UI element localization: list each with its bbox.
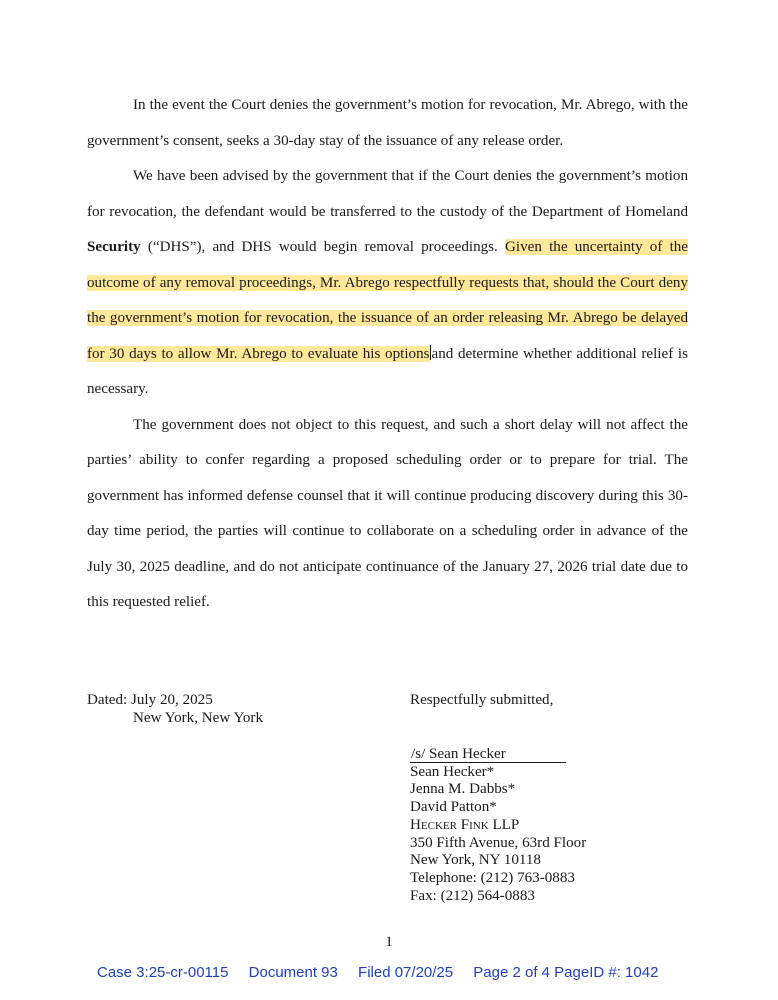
paragraph-dhs-bold-word: Security — [87, 239, 141, 255]
paragraph-dhs-text-c: (“DHS”), and DHS would begin removal proceedings. — [140, 239, 506, 255]
paragraph-no-objection: The government does not object to this request, and such a short delay will not affect the parties’ ability to confer regarding a proposed scheduling order or to prepare for trial. The government has informed defense counsel that it will continue producing discovery during this 30-day time period, the parties will continue to collaborate on a scheduling order in advance of the July 30, 2025 deadline, and do not anticipate continuance of the January 27, 2026 trial date due to this requested relief. — [87, 416, 688, 610]
paragraph-dhs-transfer — [87, 159, 688, 408]
body-text — [87, 88, 688, 621]
signature-block — [410, 746, 586, 905]
text-cursor — [430, 345, 431, 360]
footer-page-info: Page 2 of 4 PageID #: 1042 — [473, 964, 659, 981]
respectfully-submitted — [410, 692, 553, 710]
footer-case-number: Case 3:25-cr-00115 — [97, 964, 229, 981]
signer-name: Sean Hecker* — [410, 763, 495, 780]
page-number: 1 — [385, 934, 393, 950]
dated-block — [87, 692, 263, 727]
signer-name: David Patton* — [410, 799, 497, 816]
address-line-2: New York, NY 10118 — [410, 852, 541, 869]
ecf-footer — [97, 964, 658, 981]
signer-name: Jenna M. Dabbs* — [410, 781, 516, 798]
paragraph-dhs-text-a: We have been advised by the government that if the Court denies the government’s motion for revocation, the defendant would be transferred to the custody of the Department of Homeland — [87, 168, 688, 220]
firm-name: Hecker Fink LLP — [410, 816, 520, 833]
dated-line: Dated: July 20, 2025 — [87, 692, 213, 708]
paragraph-dhs-text-d: and determine whether additional relief is necessary. — [87, 345, 688, 397]
electronic-signature: /s/ Sean Hecker — [410, 747, 566, 763]
footer-filed-date: Filed 07/20/25 — [358, 964, 454, 981]
dated-location: New York, New York — [133, 709, 263, 726]
highlighted-text[interactable]: Given the uncertainty of the outcome of any removal proceedings, Mr. Abrego respectfully requests that, should the Court deny the government’s motion for revocation, the issuance of an order releasing Mr. Abrego be delayed for 30 days to allow Mr. Abrego to evaluate his options — [87, 239, 689, 362]
fax: Fax: (212) 564-0883 — [410, 887, 535, 904]
footer-document: Document 93 — [248, 964, 338, 981]
paragraph-stay-request: In the event the Court denies the government’s motion for revocation, Mr. Abrego, with the government’s consent, seeks a 30-day stay of the issuance of any release order. — [87, 97, 688, 149]
telephone: Telephone: (212) 763-0883 — [410, 869, 575, 886]
address-line-1: 350 Fifth Avenue, 63rd Floor — [410, 834, 587, 851]
submitted-line: Respectfully submitted, — [410, 692, 554, 708]
